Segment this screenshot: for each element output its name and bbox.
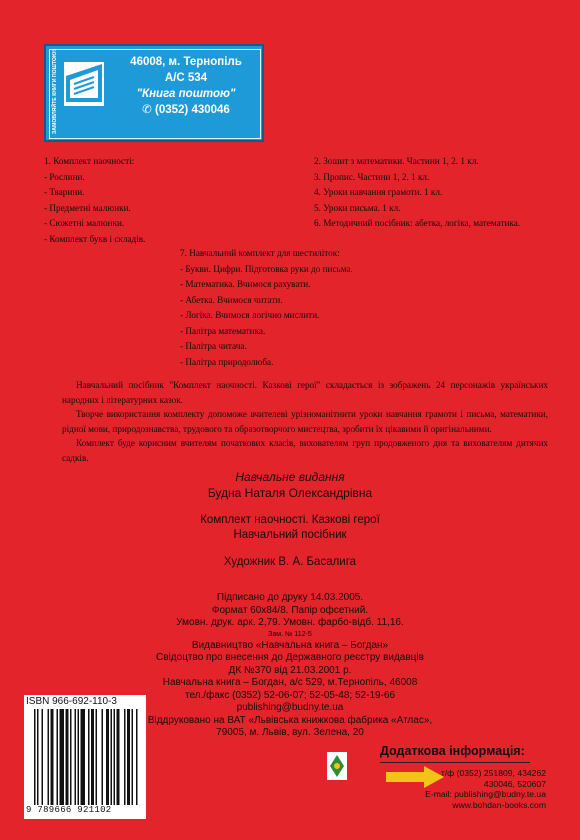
mail-order-stamp xyxy=(44,44,264,142)
stamp-address xyxy=(116,54,256,118)
edition-subtitle: Навчальний посібник xyxy=(233,529,347,541)
left-list xyxy=(44,154,284,247)
barcode-bar xyxy=(78,709,80,805)
list-item: 3. Пропис. Частини 1, 2. 1 кл. xyxy=(314,171,430,182)
barcode-number: 9 789666 921102 xyxy=(26,805,112,815)
barcode-bar xyxy=(127,709,130,805)
divider xyxy=(380,762,530,763)
contact-line: www.bohdan-books.com xyxy=(452,799,546,810)
imprint-line: Зам. № 112-5 xyxy=(268,630,312,638)
contact-line: 430046, 520607 xyxy=(483,778,546,789)
list-item: - Рослини. xyxy=(44,171,85,182)
barcode-bar xyxy=(106,709,109,805)
imprint-line: Віддруковано на ВАТ «Львівська книжкова фабрика «Атлас», xyxy=(147,714,433,726)
list-item: - Тварини. xyxy=(44,187,85,197)
imprint-line: Навчальна книга – Богдан, а/с 529, м.Тернопіль, 46008 xyxy=(162,677,418,688)
list-item: - Палітра природолюба. xyxy=(180,356,274,367)
center-list xyxy=(180,246,440,370)
contact-line: E-mail: publishing@budny.te.ua xyxy=(425,789,546,799)
barcode-bar xyxy=(70,709,72,805)
imprint-block xyxy=(140,592,440,740)
book-envelope-icon xyxy=(54,54,112,134)
contact-line: т/ф (0352) 251809, 434262 xyxy=(440,768,546,778)
list-item: - Букви. Цифри. Підготовка руки до письма. xyxy=(180,263,353,274)
list-item: - Абетка. Вчимося читати. xyxy=(180,294,283,305)
list-item: - Комплект букв і складів. xyxy=(44,233,146,244)
stamp-logo-text: ЗАМОВЛЯЙТЕ КНИГИ ПОШТОЮ! xyxy=(52,49,58,134)
isbn-number: ISBN 966-692-110-3 xyxy=(26,696,117,707)
edition-block xyxy=(120,469,460,570)
barcode-bar xyxy=(81,709,86,805)
list-item: 4. Уроки навчання грамоти. 1 кл. xyxy=(314,187,443,197)
imprint-line: publishing@budny.te.ua xyxy=(236,702,344,713)
edition-title: Комплект наочності. Казкові герої xyxy=(200,514,380,526)
imprint-line: 79005, м. Львів, вул. Зелена, 20 xyxy=(216,727,364,738)
isbn-barcode xyxy=(24,695,146,819)
list-item: - Палітра читача. xyxy=(180,341,247,351)
paragraph: Навчальний посібник "Комплект наочності. Казкові герої" складається із зображень 24 персонажів українських народних і літературних казок. xyxy=(62,380,548,405)
barcode-bar xyxy=(124,709,126,805)
barcode-bar xyxy=(136,709,138,805)
stamp-service: "Книга поштою" xyxy=(136,88,236,100)
description-text xyxy=(62,378,548,465)
additional-info xyxy=(420,768,546,810)
imprint-line: Формат 60х84/8. Папір офсетний. xyxy=(211,604,369,616)
additional-info-title: Додаткова інформація: xyxy=(380,744,525,758)
imprint-line: Підписано до друку 14.03.2005. xyxy=(216,592,364,603)
list-item: - Математика. Вчимося рахувати. xyxy=(180,279,311,289)
barcode-bar xyxy=(75,709,77,805)
stamp-po-box: А/С 534 xyxy=(164,72,208,84)
phone-icon: ✆ xyxy=(142,104,156,116)
barcode-bar xyxy=(132,709,134,805)
barcode-bar xyxy=(111,709,113,805)
list-item: - Сюжетні малюнки. xyxy=(44,218,125,228)
barcode-icon xyxy=(28,709,142,805)
barcode-bar xyxy=(114,709,116,805)
list-item: 7. Навчальний комплект для шестиліток: xyxy=(180,248,340,258)
stamp-city: 46008, м. Тернопіль xyxy=(130,56,242,68)
paragraph: Творче використання комплекту допоможе вчителеві урізноманітнити уроки навчання грамоти і письма, математики, рідної мови, природознавства, трудового та образотворчого мистецтва, зробити їх цікавими й оригінальними. xyxy=(62,409,548,434)
imprint-line: тел./факс (0352) 52-06-07; 52-05-48; 52-19-66 xyxy=(184,689,396,701)
barcode-bar xyxy=(37,709,39,805)
list-item: - Логіка. Вчимося логічно мислити. xyxy=(180,310,320,320)
edition-type: Навчальне видання xyxy=(235,470,345,484)
list-item: 2. Зошит з математики. Частини 1, 2. 1 кл. xyxy=(314,156,479,166)
list-item: - Палітра математика. xyxy=(180,325,266,336)
list-item: - Предметні малюнки. xyxy=(44,202,131,213)
barcode-bar xyxy=(42,709,44,805)
imprint-line: Видавництво «Навчальна книга – Богдан» xyxy=(191,639,389,651)
list-item: 5. Уроки письма. 1 кл. xyxy=(314,202,401,213)
barcode-bar xyxy=(117,709,120,805)
barcode-bar xyxy=(96,709,98,805)
publisher-logo-icon xyxy=(327,752,347,780)
paragraph: Комплект буде корисним вчителям початкових класів, вихователям груп продовженого дня та вихователям дитячих садків. xyxy=(62,438,548,463)
right-list xyxy=(314,154,564,232)
barcode-bar xyxy=(34,709,36,805)
barcode-bar xyxy=(102,709,104,805)
imprint-line: Умовн. друк. арк. 2,79. Умовн. фарбо-відб. 11,16. xyxy=(176,617,404,628)
barcode-bar xyxy=(91,709,94,805)
edition-artist: Художник В. А. Басалига xyxy=(223,556,357,568)
list-item: 1. Комплект наочності: xyxy=(44,156,135,166)
barcode-bar xyxy=(66,709,69,805)
imprint-line: Свідоцтво про внесення до Державного реєстру видавців xyxy=(156,652,424,663)
stamp-phone: ✆ (0352) 430046 xyxy=(142,104,230,116)
imprint-line: ДК №370 від 21.03.2001 р. xyxy=(228,664,352,676)
edition-author: Будна Наталя Олександрівна xyxy=(207,486,373,500)
barcode-bar xyxy=(51,709,54,805)
barcode-bar xyxy=(60,709,65,805)
barcode-bar xyxy=(48,709,50,805)
barcode-bar xyxy=(57,709,59,805)
barcode-bar xyxy=(88,709,90,805)
list-item: 6. Методичний посібник: абетка, логіка, математика. xyxy=(314,218,521,228)
